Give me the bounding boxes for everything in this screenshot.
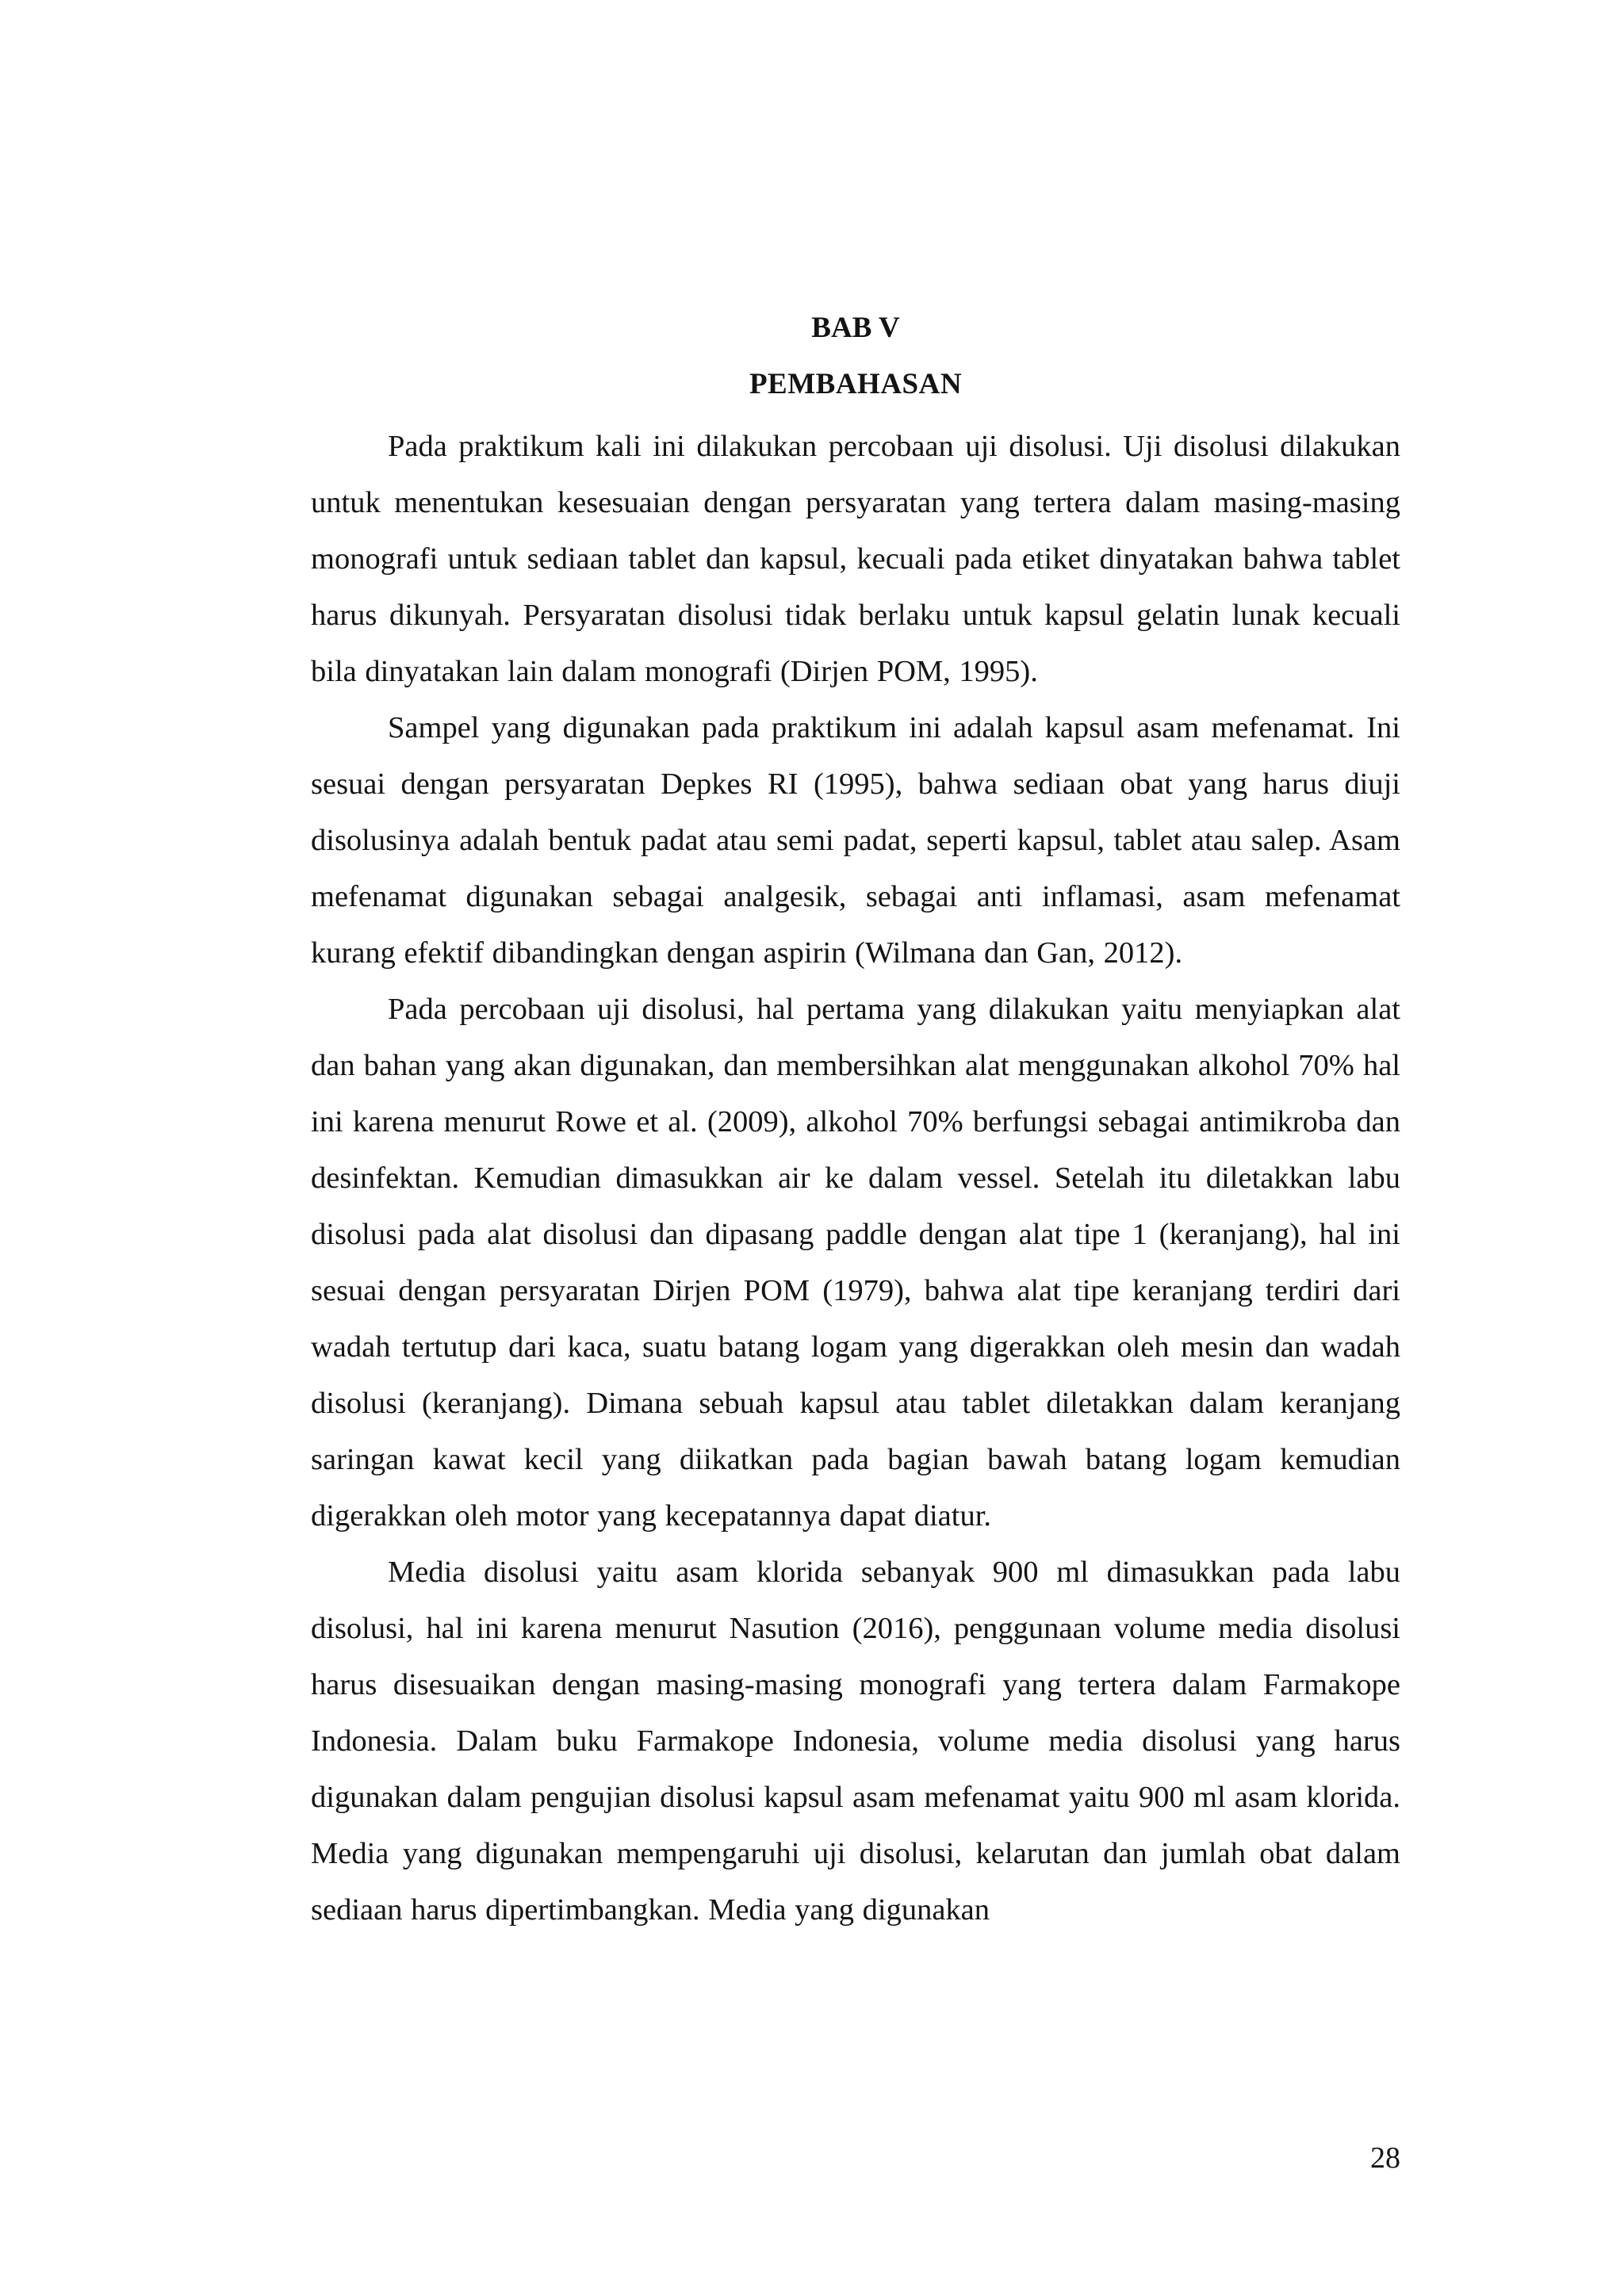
chapter-title: PEMBAHASAN — [749, 368, 963, 400]
paragraph-4: Media disolusi yaitu asam klorida sebanyak 900 ml dimasukkan pada labu disolusi, hal ini karena menurut Nasution (2016), penggunaan volume media disolusi harus disesuaikan dengan masing-masing monografi yang tertera dalam Farmakope Indonesia. Dalam buku Farmakope Indonesia, volume media disolusi yang harus digunakan dalam pengujian disolusi kapsul asam mefenamat yaitu 900 ml asam klorida. Media yang digunakan mempengaruhi uji disolusi, kelarutan dan jumlah obat dalam sediaan harus dipertimbangkan. Media yang digunakan — [311, 1556, 1400, 1927]
chapter-number: BAB V — [811, 312, 900, 344]
paragraph-3: Pada percobaan uji disolusi, hal pertama yang dilakukan yaitu menyiapkan alat dan bahan yang akan digunakan, dan membersihkan alat menggunakan alkohol 70% hal ini karena menurut Rowe et al. (2009), alkohol 70% berfungsi sebagai antimikroba dan desinfektan. Kemudian dimasukkan air ke dalam vessel. Setelah itu diletakkan labu disolusi pada alat disolusi dan dipasang paddle dengan alat tipe 1 (keranjang), hal ini sesuai dengan persyaratan Dirjen POM (1979), bahwa alat tipe keranjang terdiri dari wadah tertutup dari kaca, suatu batang logam yang digerakkan oleh mesin dan wadah disolusi (keranjang). Dimana sebuah kapsul atau tablet diletakkan dalam keranjang saringan kawat kecil yang diikatkan pada bagian bawah batang logam kemudian digerakkan oleh motor yang kecepatannya dapat diatur. — [311, 993, 1400, 1533]
body-text — [311, 419, 1400, 1938]
paragraph-1: Pada praktikum kali ini dilakukan percobaan uji disolusi. Uji disolusi dilakukan untuk menentukan kesesuaian dengan persyaratan yang tertera dalam masing-masing monografi untuk sediaan tablet dan kapsul, kecuali pada etiket dinyatakan bahwa tablet harus dikunyah. Persyaratan disolusi tidak berlaku untuk kapsul gelatin lunak kecuali bila dinyatakan lain dalam monografi (Dirjen POM, 1995). — [311, 430, 1400, 688]
page-number: 28 — [1370, 2141, 1400, 2175]
paragraph-2: Sampel yang digunakan pada praktikum ini adalah kapsul asam mefenamat. Ini sesuai dengan persyaratan Depkes RI (1995), bahwa sediaan obat yang harus diuji disolusinya adalah bentuk padat atau semi padat, seperti kapsul, tablet atau salep. Asam mefenamat digunakan sebagai analgesik, sebagai anti inflamasi, asam mefenamat kurang efektif dibandingkan dengan aspirin (Wilmana dan Gan, 2012). — [311, 711, 1400, 970]
